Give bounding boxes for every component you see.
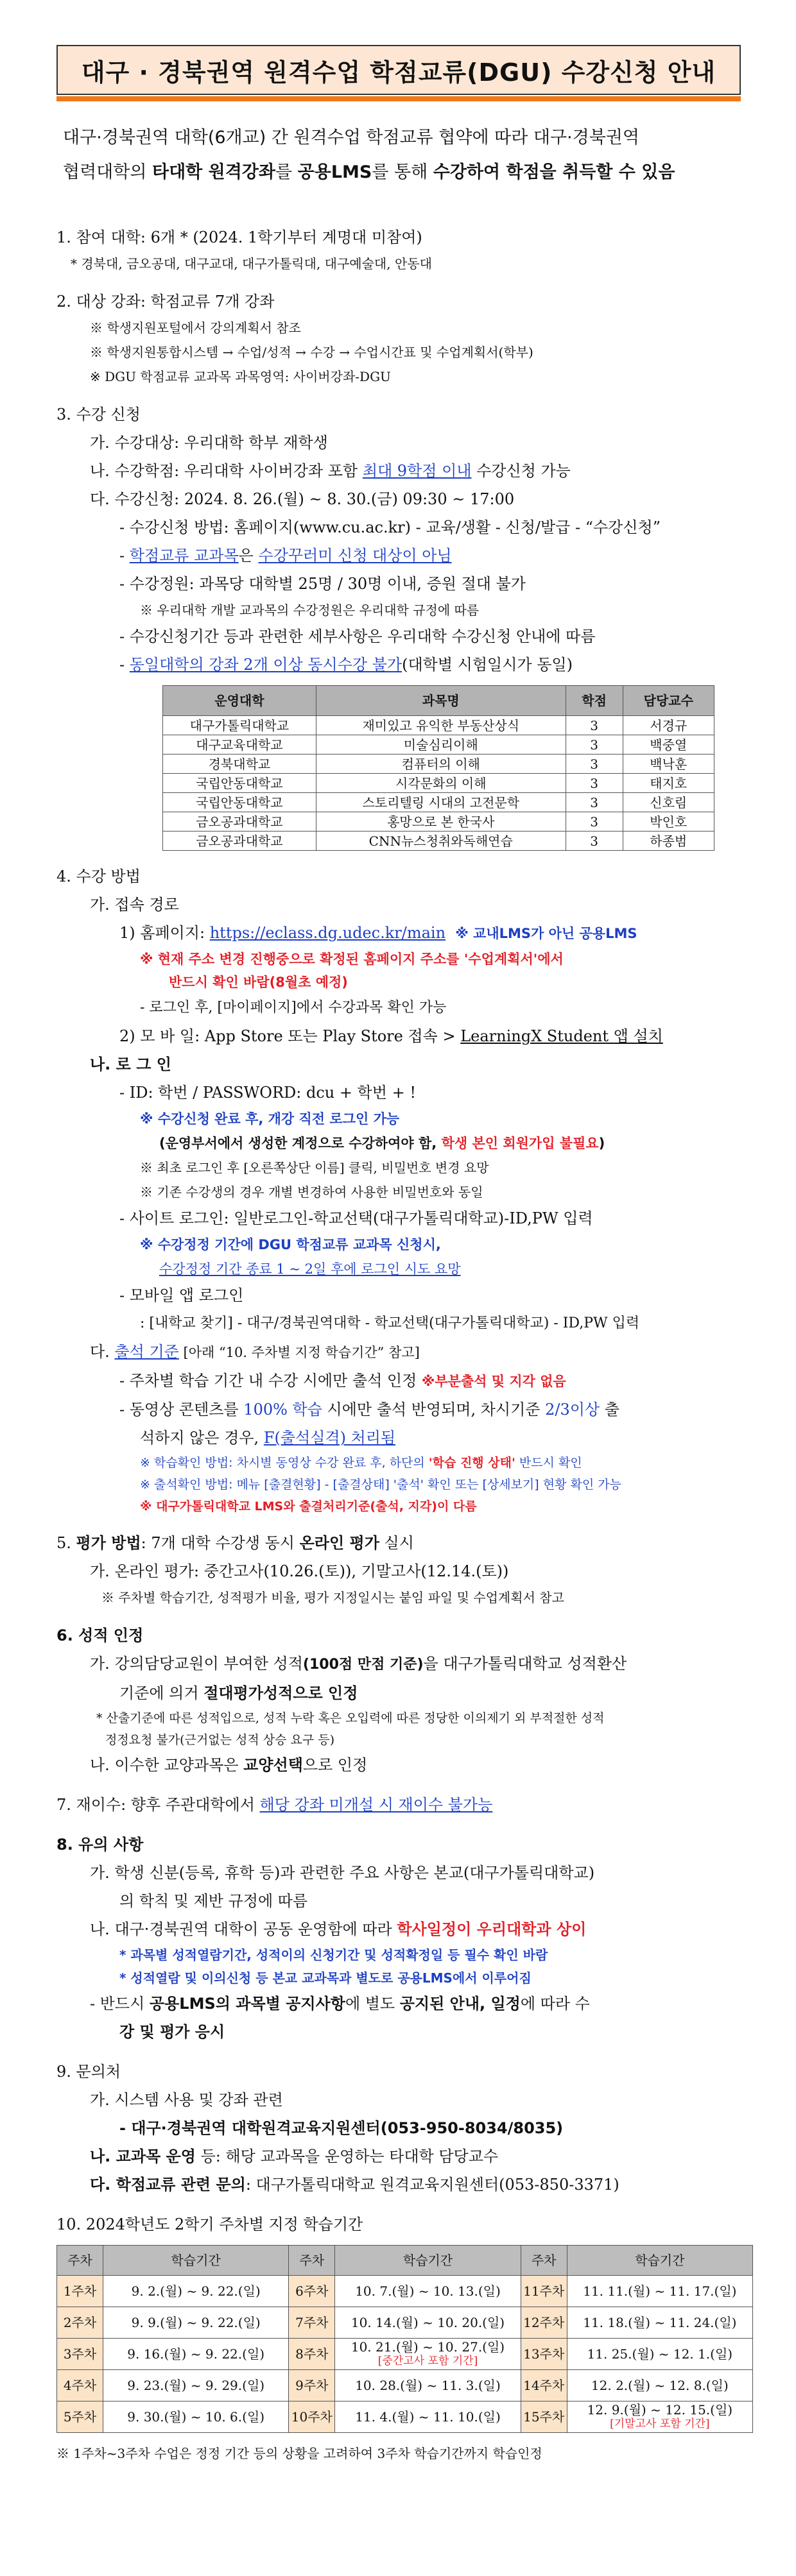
login-password-note: ※ 최초 로그인 후 [오른쪽상단 이름] 클릭, 비밀번호 변경 요망 [140,1160,489,1175]
section-4-attendance [56,1338,750,1367]
text-bold: 교양선택 [243,1756,303,1774]
login-id-pw: - ID: 학번 / PASSWORD: dcu + 학번 + ! [119,1084,417,1102]
grade-recognition [56,1650,750,1679]
table-cell: 시각문화의 이해 [316,774,566,793]
login-password-note-2: ※ 기존 수강생의 경우 개별 변경하여 사용한 비밀번호와 동일 [140,1184,483,1200]
section-2-heading: 2. 대상 강좌: 학점교류 7개 강좌 [56,293,275,311]
login-note: ※ 수강신청 완료 후, 개강 직전 로그인 가능 [140,1111,400,1127]
table-cell: 홍망으로 본 한국사 [316,812,566,832]
grade-note-2: 정정요청 불가(근거없는 성적 상승 요구 등) [105,1733,335,1747]
week-cell: 9주차 [289,2370,335,2401]
table-row [57,2339,753,2370]
section-6-heading: 6. 성적 인정 [56,1626,144,1644]
attendance-rule [56,1367,750,1395]
table-cell: 3 [566,812,623,832]
period-cell: 12. 2.(월) ~ 12. 8.(일) [567,2370,752,2401]
table-cell: 신호림 [623,793,714,812]
period-cell: 9. 9.(월) ~ 9. 22.(일) [103,2307,289,2339]
table-cell: 국립안동대학교 [163,793,316,812]
text: 으로 인정 [302,1756,368,1774]
table-cell: 태지호 [623,774,714,793]
highlight: 학점교류 교과목 [129,547,239,565]
period-cell: 9. 30.(월) ~ 10. 6.(일) [103,2401,289,2433]
text-bold: 공지된 안내, 일정 [399,1995,521,2013]
period-cell: 11. 25.(월) ~ 12. 1.(일) [567,2339,752,2370]
table-cell: 미술심리이해 [316,735,566,755]
period-cell [567,2401,752,2433]
text: 기준에 의거 [119,1684,204,1702]
intro-text-bold: 공용LMS [297,162,372,182]
section-3-item-b [56,457,750,485]
table-cell: 서경규 [623,716,714,735]
text: 나. 수강학점: 우리대학 사이버강좌 포함 [90,462,363,480]
attendance-video-rule [56,1395,750,1424]
text: - 주차별 학습 기간 내 수강 시에만 출석 인정 [119,1372,422,1390]
text: 등: 해당 교과목을 운영하는 타대학 담당교수 [195,2147,499,2165]
intro-text-bold: 타대학 원격강좌 [152,162,275,182]
table-cell: 박인호 [623,812,714,832]
section-3-item-a: 가. 수강대상: 우리대학 학부 재학생 [90,434,328,452]
lms-notice-rule-2: 강 및 평가 응시 [119,2023,225,2041]
weekly-schedule-table [56,2245,753,2433]
text: - 동영상 콘텐츠를 [119,1401,244,1419]
schedule-note: * 과목별 성적열람기간, 성적이의 신청기간 및 성적확정일 등 필수 확인 바람 [119,1947,548,1963]
eclass-link[interactable]: https://eclass.dg.udec.kr/main [209,924,446,942]
column-header: 학습기간 [335,2246,521,2276]
column-header: 운영대학 [163,686,316,716]
section-4-login: 나. 로 그 인 [90,1055,171,1073]
week-cell: 10주차 [289,2401,335,2433]
period-cell: 11. 4.(월) ~ 11. 10.(일) [335,2401,521,2433]
column-header: 학습기간 [567,2246,752,2276]
page-title: 대구 · 경북권역 원격수업 학점교류(DGU) 수강신청 안내 [81,58,716,87]
period-cell: 10. 7.(월) ~ 10. 13.(일) [335,2276,521,2307]
learning-check-note [56,1452,750,1474]
week-cell: 7주차 [289,2307,335,2339]
address-change-note-2: 반드시 확인 바람(8월초 예정) [169,975,348,990]
text-bold: 절대평가성적으로 인정 [203,1684,358,1702]
table-row [163,774,714,793]
address-change-note: ※ 현재 주소 변경 진행중으로 확정된 홈페이지 주소를 '수업계획서'에서 [140,951,564,967]
column-header: 주차 [289,2246,335,2276]
section-4-access: 가. 접속 경로 [90,896,179,914]
week-cell: 15주차 [521,2401,567,2433]
attendance-check-note: ※ 출석확인 방법: 메뉴 [출결현황] - [출결상태] '출석' 확인 또는 [상세보기] 현황 확인 가능 [140,1478,621,1492]
text-bold: 평가 방법 [76,1534,141,1552]
column-header: 과목명 [316,686,566,716]
table-cell: 3 [566,793,623,812]
text-bold: 다. 학점교류 관련 문의 [90,2176,246,2194]
table-cell: 3 [566,832,623,851]
week-cell: 8주차 [289,2339,335,2370]
section-4-heading: 4. 수강 방법 [56,867,141,885]
week-cell: 4주차 [57,2370,103,2401]
intro-text-bold: 수강하여 학점을 취득할 수 있음 [433,162,675,182]
table-row [163,832,714,851]
site-login-note: ※ 수강정정 기간에 DGU 학점교류 교과목 신청시, [140,1237,441,1252]
contact-credit-exchange [56,2171,750,2199]
section-4-homepage [56,919,750,948]
table-row [57,2370,753,2401]
text: 수강신청 가능 [471,462,571,480]
f-grade-highlight: F(출석실격) 처리됨 [263,1429,396,1447]
liberal-arts-recognition [56,1751,750,1779]
table-row [163,812,714,832]
weekly-schedule-note: ※ 1주차~3주차 수업은 정정 기간 등의 상황을 고려하여 3주차 학습기간까지 학습인정 [56,2446,542,2461]
login-account-note [56,1131,750,1156]
section-7-heading [56,1791,750,1819]
contact-system: 가. 시스템 사용 및 강좌 관련 [90,2091,283,2109]
highlight: 동일대학의 강좌 2개 이상 동시수강 불가 [129,656,402,674]
site-login: - 사이트 로그인: 일반로그인-학교선택(대구가톨릭대학교)-ID,PW 입력 [119,1209,593,1227]
highlight: 100% 학습 [243,1401,322,1419]
table-cell: 3 [566,755,623,774]
intro-line-1: 대구·경북권역 대학(6개교) 간 원격수업 학점교류 협약에 따라 대구·경북권역 [63,128,639,148]
retake-highlight: 해당 강좌 미개설 시 재이수 불가능 [259,1796,493,1814]
section-1-note: * 경북대, 금오공대, 대구교대, 대구가톨릭대, 대구예술대, 안동대 [71,256,432,271]
table-row [163,755,714,774]
section-1-heading: 1. 참여 대학: 6개 * (2024. 1학기부터 계명대 미참여) [56,228,422,246]
highlight: 학사일정 [397,1920,457,1938]
text: 에 따라 수 [520,1995,590,2013]
table-cell: 백낙훈 [623,755,714,774]
lms-note: ※ 교내LMS가 아닌 공용LMS [455,926,637,941]
text: 다. [90,1343,115,1361]
no-signup-highlight: 학생 본인 회원가입 불필요 [441,1136,599,1151]
table-cell: 3 [566,716,623,735]
text: 시에만 출석 반영되며, 차시기준 [322,1401,546,1419]
period-text: 10. 21.(월) ~ 10. 27.(일) [350,2339,505,2355]
text: 석하지 않은 경우, [140,1429,264,1447]
section-3-item-c: 다. 수강신청: 2024. 8. 26.(월) ~ 8. 30.(금) 09:30 ~ 17:00 [90,490,515,508]
section-3-heading: 3. 수강 신청 [56,405,141,423]
course-table [162,685,714,851]
intro-text: 를 [275,162,298,182]
attendance-highlight: 출석 기준 [114,1343,179,1361]
week-cell: 13주차 [521,2339,567,2370]
text: - [119,547,130,565]
week-cell: 12주차 [521,2307,567,2339]
lms-difference-note: ※ 대구가톨릭대학교 LMS와 출결처리기준(출석, 지각)이 다름 [140,1499,477,1514]
text: 가. 강의담당교원이 부여한 성적 [90,1655,303,1673]
highlight: '학습 진행 상태' [428,1456,515,1470]
text: ) [598,1136,605,1151]
table-cell: 금오공과대학교 [163,832,316,851]
text: [아래 “10. 주차별 지정 학습기간” 참고] [178,1345,420,1360]
section-3-capacity-note: ※ 우리대학 개발 교과목의 수강정원은 우리대학 규정에 따름 [140,602,480,618]
intro-paragraph [63,121,743,190]
text: 에 별도 [345,1995,400,2013]
text: (운영부서에서 생성한 계정으로 수강하여야 함, [159,1136,442,1151]
text: : 7개 대학 수강생 동시 [141,1534,300,1552]
text: 을 대구가톨릭대학교 성적환산 [423,1655,627,1673]
table-row [163,735,714,755]
table-cell: 재미있고 유익한 부동산상식 [316,716,566,735]
column-header: 학습기간 [103,2246,289,2276]
period-cell: 11. 11.(월) ~ 11. 17.(일) [567,2276,752,2307]
section-10-heading: 10. 2024학년도 2학기 주차별 지정 학습기간 [56,2215,363,2233]
no-partial-attendance: ※부분출석 및 지각 없음 [421,1374,566,1389]
column-header: 주차 [521,2246,567,2276]
text: 반드시 확인 [515,1456,582,1470]
student-status-rule-2: 의 학칙 및 제반 규정에 따름 [119,1892,308,1910]
table-cell: 컴퓨터의 이해 [316,755,566,774]
section-8-heading: 8. 유의 사항 [56,1836,144,1854]
section-2-note: ※ DGU 학점교류 교과목 과목영역: 사이버강좌-DGU [90,369,391,384]
highlight: 2/3이상 [545,1401,600,1419]
period-cell: 11. 18.(월) ~ 11. 24.(일) [567,2307,752,2339]
section-3-package [56,542,750,570]
lms-notice-rule [56,1990,750,2018]
column-header: 주차 [57,2246,103,2276]
period-cell: 10. 14.(월) ~ 10. 20.(일) [335,2307,521,2339]
text: 7. 재이수: 향후 주관대학에서 [56,1796,260,1814]
section-9-heading: 9. 문의처 [56,2063,121,2081]
period-cell: 9. 23.(월) ~ 9. 29.(일) [103,2370,289,2401]
final-exam-note: [기말고사 포함 기간] [610,2418,710,2430]
intro-text: 협력대학의 [63,162,152,182]
table-row [57,2401,753,2433]
period-text: 12. 9.(월) ~ 12. 15.(일) [587,2402,733,2418]
intro-line-2 [63,155,743,190]
text: : 대구가톨릭대학교 원격교육지원센터(053-850-3371) [245,2176,619,2194]
text: (대학별 시험일시가 동일) [402,656,573,674]
text-bold: 공용LMS의 과목별 공지사항 [149,1995,345,2013]
online-exam-dates: 가. 온라인 평가: 중간고사(10.26.(토)), 기말고사(12.14.(토)) [90,1562,509,1580]
week-cell: 2주차 [57,2307,103,2339]
grade-note: * 산출기준에 따른 성적입으로, 성적 누락 혹은 오입력에 따른 정당한 이의제기 외 부적절한 성적 [96,1711,605,1725]
table-cell: 백중열 [623,735,714,755]
highlight: 이 우리대학과 상이 [456,1920,587,1938]
student-status-rule: 가. 학생 신분(등록, 휴학 등)과 관련한 주요 사항은 본교(대구가톨릭대학교) [90,1864,595,1882]
grade-recognition-2 [56,1679,750,1707]
text: 5. [56,1534,76,1552]
text-bold: (100점 만점 기준) [302,1657,424,1673]
table-cell: 금오공과대학교 [163,812,316,832]
mobile-login-steps: : [내학교 찾기] - 대구/경북권역대학 - 학교선택(대구가톨릭대학교) - ID,PW 입력 [140,1315,640,1331]
table-cell: 국립안동대학교 [163,774,316,793]
main-content [56,212,750,2468]
table-cell: 스토리텔링 시대의 고전문학 [316,793,566,812]
text: 실시 [379,1534,414,1552]
text-bold: 나. 교과목 운영 [90,2147,196,2165]
table-cell: 대구교육대학교 [163,735,316,755]
section-3-method: - 수강신청 방법: 홈페이지(www.cu.ac.kr) - 교육/생활 - 신청/발급 - “수강신청” [119,518,661,536]
schedule-note-2: * 성적열람 및 이의신청 등 본교 교과목과 별도로 공용LMS에서 이루어짐 [119,1970,532,1986]
text-bold: 온라인 평가 [299,1534,379,1552]
period-cell: 9. 16.(월) ~ 9. 22.(일) [103,2339,289,2370]
period-cell [335,2339,521,2370]
table-row [57,2307,753,2339]
week-cell: 11주차 [521,2276,567,2307]
mobile-login: - 모바일 앱 로그인 [119,1286,244,1304]
attendance-video-rule-2 [56,1424,750,1452]
text: ※ 학습확인 방법: 차시별 동영상 수강 완료 후, 하단의 [140,1456,429,1470]
week-cell: 5주차 [57,2401,103,2433]
intro-text: 를 통해 [372,162,433,182]
section-3-capacity: - 수강정원: 과목당 대학별 25명 / 30명 이내, 증원 절대 불가 [119,575,526,593]
site-login-note-2: 수강정정 기간 종료 1 ~ 2일 후에 로그인 시도 요망 [159,1261,461,1277]
period-cell: 10. 28.(월) ~ 11. 3.(일) [335,2370,521,2401]
contact-course [56,2142,750,2171]
table-cell: 3 [566,735,623,755]
table-cell: 3 [566,774,623,793]
text: - 반드시 [90,1995,150,2013]
section-5-note: ※ 주차별 학습기간, 성적평가 비율, 평가 지정일시는 붙임 파일 및 수업계획서 참고 [101,1590,564,1605]
section-4-mobile [56,1022,750,1050]
text: 나. 대구·경북권역 대학이 공동 운영함에 따라 [90,1920,397,1938]
period-cell: 9. 2.(월) ~ 9. 22.(일) [103,2276,289,2307]
column-header: 담당교수 [623,686,714,716]
week-cell: 1주차 [57,2276,103,2307]
table-row [163,716,714,735]
academic-schedule [56,1915,750,1943]
week-cell: 3주차 [57,2339,103,2370]
week-cell: 6주차 [289,2276,335,2307]
week-cell: 14주차 [521,2370,567,2401]
section-5-heading [56,1529,750,1557]
table-cell: 경북대학교 [163,755,316,774]
section-3-same-univ [56,651,750,679]
learningx-app-link[interactable]: LearningX Student 앱 설치 [460,1027,663,1045]
column-header: 학점 [566,686,623,716]
table-cell: 하종범 [623,832,714,851]
text: 나. 이수한 교양과목은 [90,1756,244,1774]
mypage-note: - 로그인 후, [마이페이지]에서 수강과목 확인 가능 [140,1000,447,1016]
table-row [163,793,714,812]
max-credits-highlight: 최대 9학점 이내 [362,462,472,480]
text: - [119,656,130,674]
section-3-details: - 수강신청기간 등과 관련한 세부사항은 우리대학 수강신청 안내에 따름 [119,627,596,645]
text: 2) 모 바 일: App Store 또는 Play Store 접속 > [119,1027,461,1045]
text: 출 [600,1401,619,1419]
text: 은 [238,547,259,565]
section-2-note: ※ 학생지원통합시스템 → 수업/성적 → 수강 → 수업시간표 및 수업계획서(학부) [90,345,533,360]
table-row [57,2276,753,2307]
contact-system-center: - 대구·경북권역 대학원격교육지원센터(053-950-8034/8035) [119,2119,564,2137]
midterm-note: [중간고사 포함 기간] [377,2355,478,2367]
highlight: 수강꾸러미 신청 대상이 아님 [258,547,452,565]
title-banner [56,45,741,95]
text: 1) 홈페이지: [119,924,210,942]
table-cell: CNN뉴스청취와독해연습 [316,832,566,851]
table-cell: 대구가톨릭대학교 [163,716,316,735]
section-2-note: ※ 학생지원포털에서 강의계획서 참조 [90,320,301,336]
